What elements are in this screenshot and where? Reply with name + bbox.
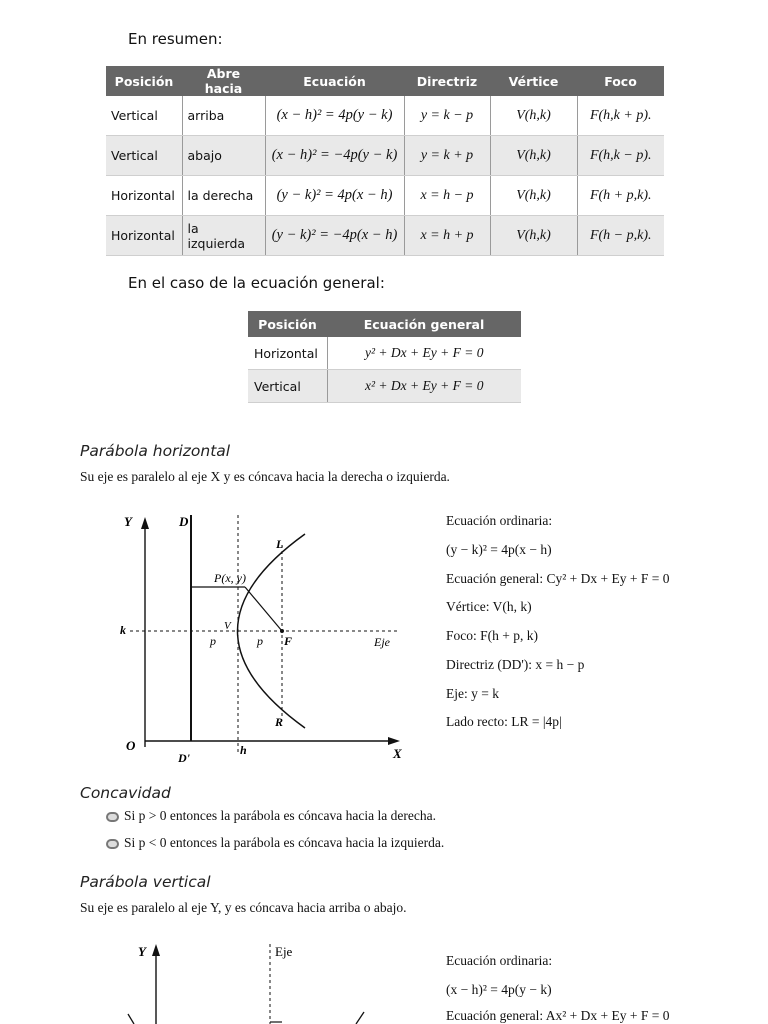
cell-focus: F(h,k − p). [577, 136, 664, 176]
concavity-item: Si p > 0 entonces la parábola es cóncava hacia la derecha. [124, 808, 436, 823]
table-row [106, 96, 664, 136]
table-row [106, 216, 664, 256]
summary-title: En resumen: [128, 30, 223, 48]
header-directriz: Directriz [404, 66, 490, 96]
header-ecuacion-general: Ecuación general [327, 311, 521, 337]
fact-directrix: Directriz (DD'): x = h − p [446, 657, 585, 672]
k-label: k [120, 623, 126, 637]
bullet-icon [106, 812, 119, 822]
general-table [248, 311, 521, 403]
cell-position: Horizontal [106, 176, 182, 216]
cell-equation: (y − k)² = −4p(x − h) [265, 216, 404, 256]
summary-table [106, 66, 664, 256]
fact-ordinary-equation: (y − k)² = 4p(x − h) [446, 542, 552, 557]
y-axis-arrow-icon [141, 517, 149, 529]
latus-point-r: R [275, 715, 284, 729]
y-axis-label: Y [138, 944, 146, 959]
fact-general-equation: Ecuación general: Cy² + Dx + Ey + F = 0 [446, 571, 670, 586]
vertical-parabola-diagram [120, 940, 400, 1024]
cell-focus: F(h − p,k). [577, 216, 664, 256]
axis-eje-label: Eje [374, 635, 390, 649]
focus-label: F [284, 634, 293, 648]
fact-ordinary-title: Ecuación ordinaria: [446, 513, 553, 528]
table-row [106, 176, 664, 216]
focus-point [280, 629, 284, 633]
general-header-row [248, 311, 521, 337]
x-axis-label: X [393, 746, 402, 761]
fact-vertex: Vértice: V(h, k) [446, 599, 532, 614]
cell-position: Vertical [106, 136, 182, 176]
table-row [106, 136, 664, 176]
vertical-description: Su eje es paralelo al eje Y, y es cóncava hacia arriba o abajo. [80, 900, 407, 915]
cell-vertex: V(h,k) [490, 216, 577, 256]
x-axis-arrow-icon [388, 737, 400, 745]
parabola-left-branch [128, 1014, 134, 1024]
y-axis-label: Y [124, 514, 132, 529]
cell-general-equation: y² + Dx + Ey + F = 0 [327, 337, 521, 370]
cell-position: Vertical [106, 96, 182, 136]
directrix-label-d-prime: D' [178, 751, 190, 765]
p-label-left: p [210, 634, 216, 648]
origin-label: O [126, 738, 136, 753]
fact-ordinary-equation: (x − h)² = 4p(y − k) [446, 982, 552, 997]
cell-directrix: x = h − p [404, 176, 490, 216]
cell-directrix: y = k − p [404, 96, 490, 136]
axis-eje-label: Eje [275, 944, 293, 959]
header-posicion: Posición [106, 66, 182, 96]
cell-equation: (y − k)² = 4p(x − h) [265, 176, 404, 216]
parabola-right-branch [356, 1012, 364, 1024]
cell-focus: F(h + p,k). [577, 176, 664, 216]
point-p-label: P(x, y) [214, 571, 246, 585]
cell-vertex: V(h,k) [490, 176, 577, 216]
fact-ordinary-title: Ecuación ordinaria: [446, 953, 553, 968]
cell-position: Horizontal [106, 216, 182, 256]
header-foco: Foco [577, 66, 664, 96]
vertical-heading: Parábola vertical [80, 873, 211, 891]
cell-opens: abajo [182, 136, 265, 176]
h-label: h [240, 743, 247, 757]
table-row [248, 337, 521, 370]
header-abre-hacia: Abre hacia [182, 66, 265, 96]
cell-opens: la derecha [182, 176, 265, 216]
cell-position: Horizontal [248, 337, 327, 370]
summary-header-row [106, 66, 664, 96]
fact-general-equation: Ecuación general: Ax² + Dx + Ey + F = 0 [446, 1008, 670, 1023]
directrix-label-d: D [179, 514, 189, 529]
point-to-focus-line [245, 587, 282, 631]
horizontal-description: Su eje es paralelo al eje X y es cóncava hacia la derecha o izquierda. [80, 469, 450, 484]
concavity-item: Si p < 0 entonces la parábola es cóncava hacia la izquierda. [124, 835, 445, 850]
cell-vertex: V(h,k) [490, 136, 577, 176]
header-ecuacion: Ecuación [265, 66, 404, 96]
bullet-icon [106, 839, 119, 849]
cell-directrix: x = h + p [404, 216, 490, 256]
p-label-right: p [257, 634, 263, 648]
cell-general-equation: x² + Dx + Ey + F = 0 [327, 370, 521, 403]
fact-latus-rectum: Lado recto: LR = |4p| [446, 714, 562, 729]
fact-axis: Eje: y = k [446, 686, 499, 701]
horizontal-parabola-diagram [100, 505, 420, 775]
latus-point-l: L [276, 537, 284, 551]
fact-focus: Foco: F(h + p, k) [446, 628, 538, 643]
cell-equation: (x − h)² = 4p(y − k) [265, 96, 404, 136]
cell-directrix: y = k + p [404, 136, 490, 176]
cell-opens: la izquierda [182, 216, 265, 256]
y-axis-arrow-icon [152, 944, 160, 956]
cell-vertex: V(h,k) [490, 96, 577, 136]
cell-equation: (x − h)² = −4p(y − k) [265, 136, 404, 176]
general-title: En el caso de la ecuación general: [128, 274, 385, 292]
horizontal-heading: Parábola horizontal [80, 442, 231, 460]
header-vertice: Vértice [490, 66, 577, 96]
header-posicion: Posición [248, 311, 327, 337]
cell-focus: F(h,k + p). [577, 96, 664, 136]
concavity-heading: Concavidad [80, 784, 171, 802]
cell-opens: arriba [182, 96, 265, 136]
table-row [248, 370, 521, 403]
cell-position: Vertical [248, 370, 327, 403]
vertex-label: V [224, 620, 231, 632]
